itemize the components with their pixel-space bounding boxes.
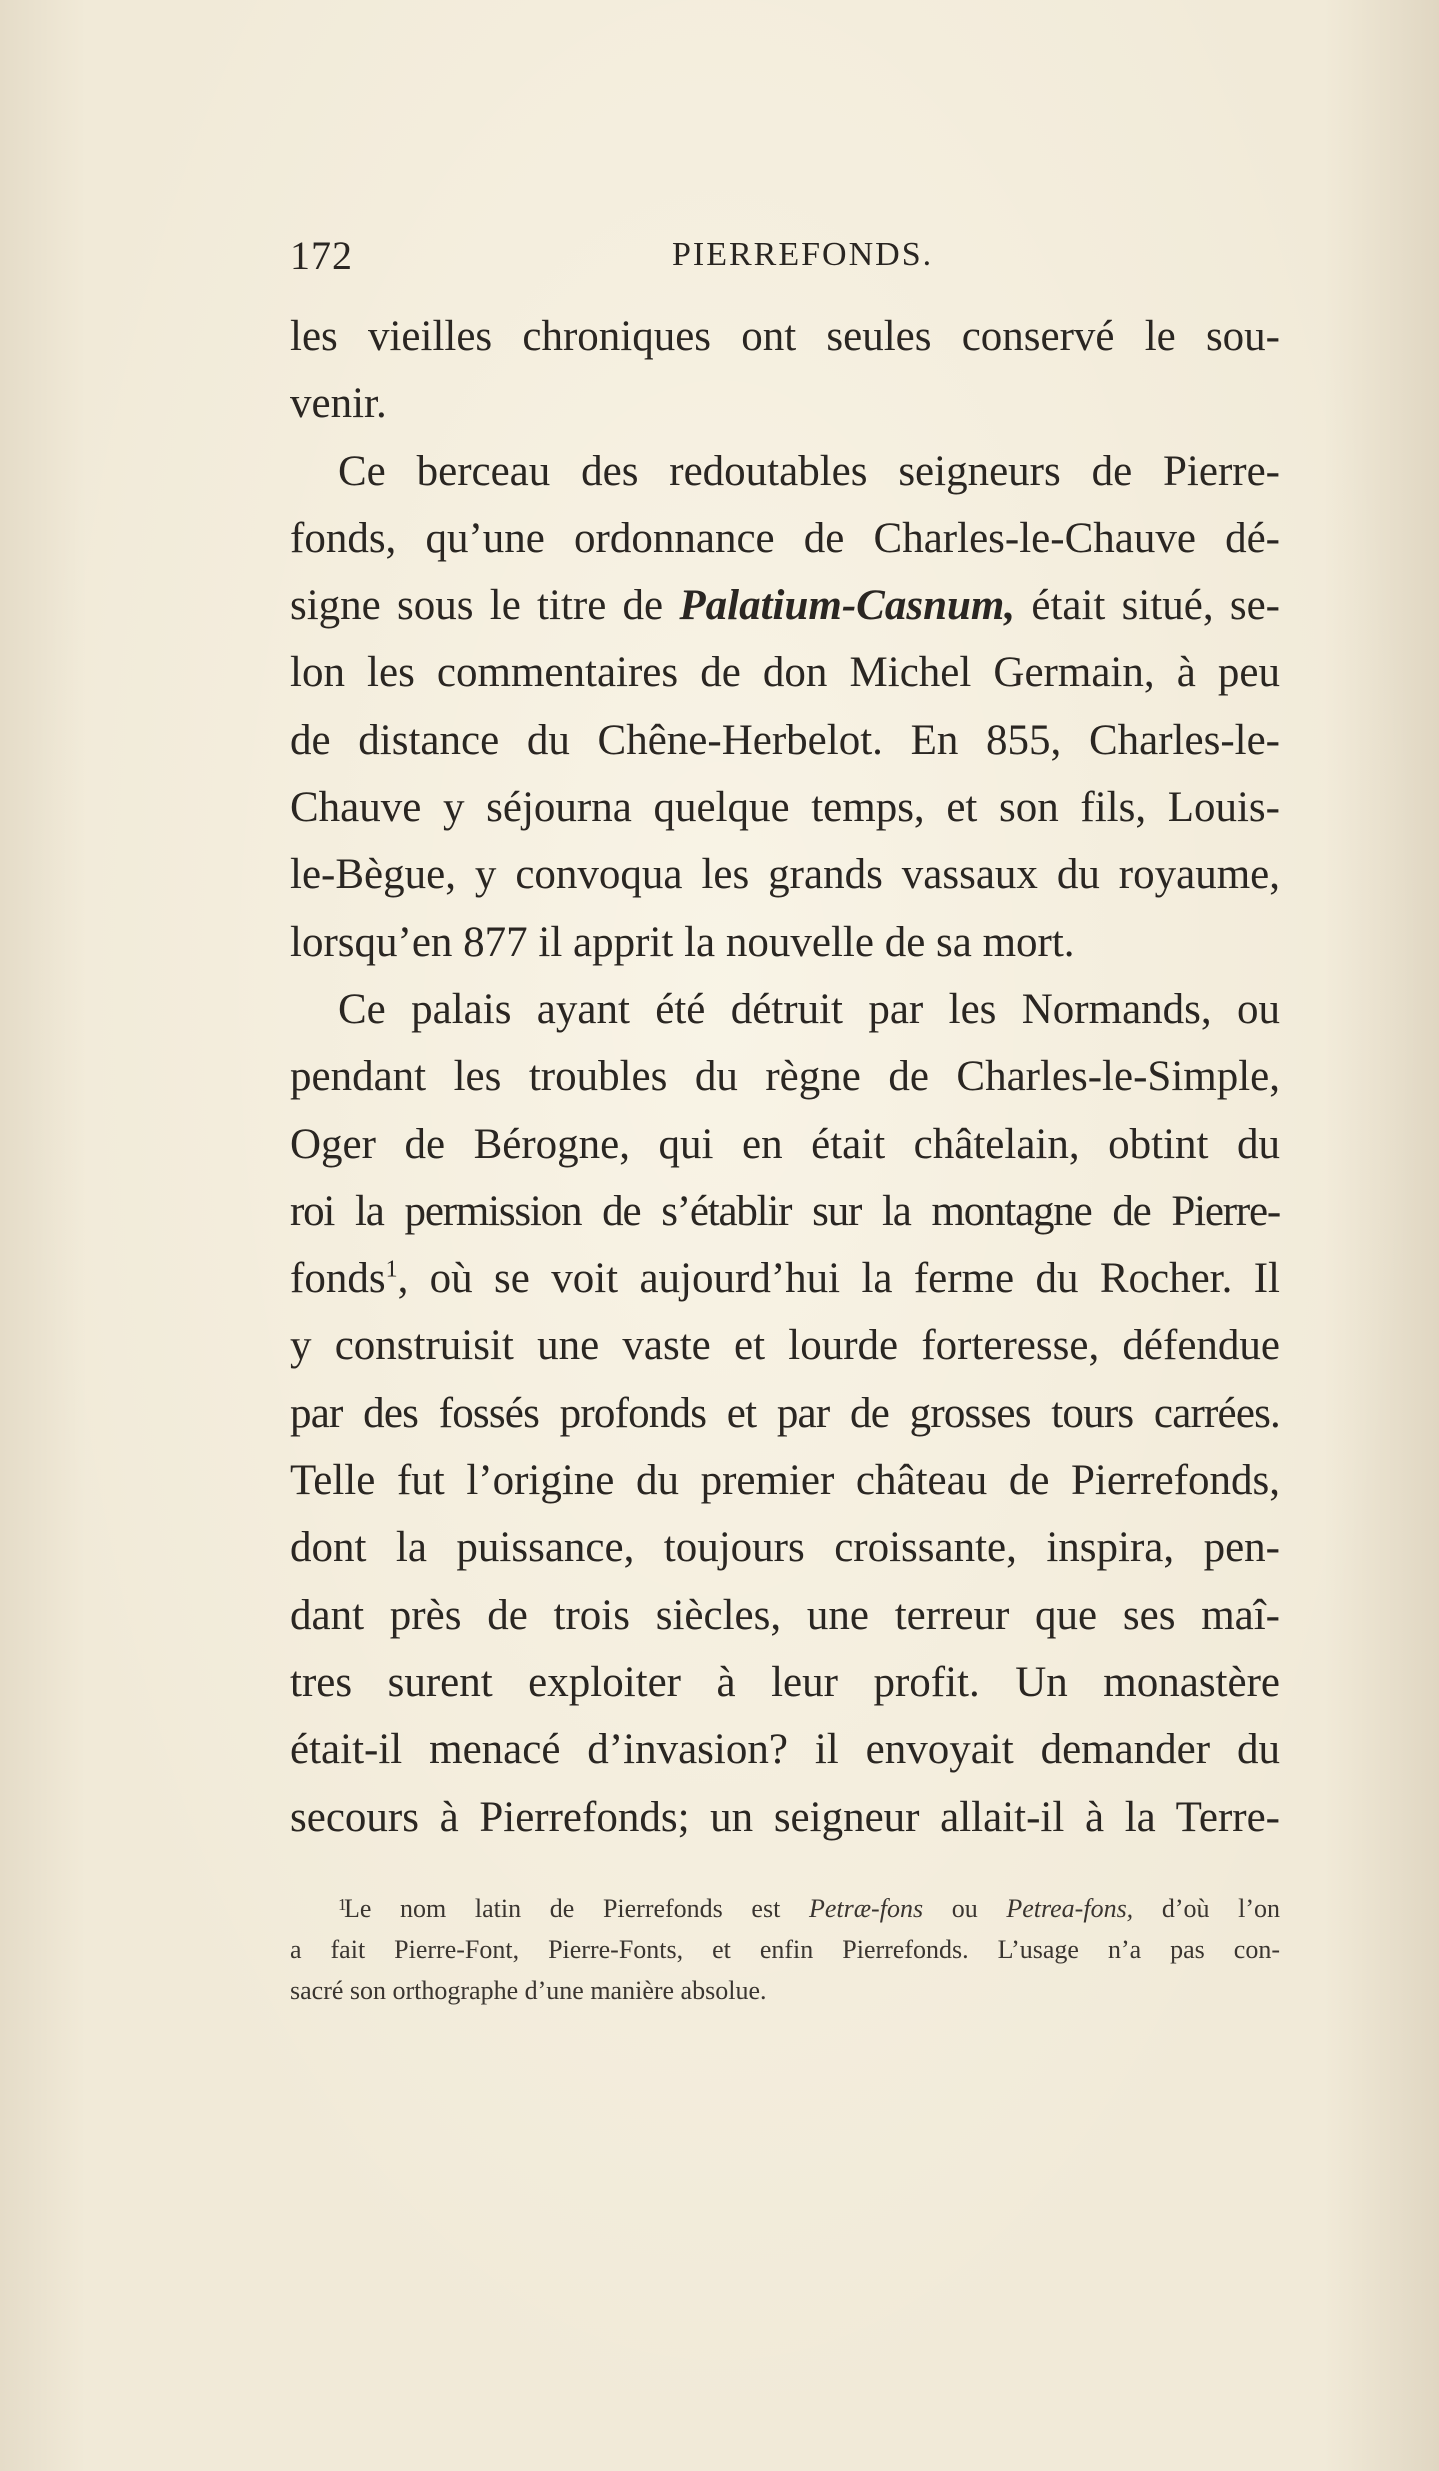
footnote-reference: 1 [385,1256,398,1283]
footnote-line [290,1888,1280,1929]
page-number: 172 [290,233,353,278]
body-line: secours à Pierrefonds; un seigneur allait-il à la Terre- [290,1793,1280,1841]
body-line: dont la puissance, toujours croissante, inspira, pen- [290,1524,1280,1572]
footnote-text-span: Le nom latin de Pierrefonds est [344,1894,809,1923]
body-line: les vieilles chroniques ont seules conservé le sou- [290,313,1280,360]
body-line: y construisit une vaste et lourde forteresse, défendue [290,1322,1280,1370]
body-line: dant près de trois siècles, une terreur que ses maî- [290,1591,1280,1639]
body-text [290,303,1280,1851]
running-head: PIERREFONDS. [672,236,934,273]
body-text-span: signe sous le titre de [290,582,680,630]
body-line: fonds, qu’une ordonnance de Charles-le-Chauve dé- [290,514,1280,562]
footnote-latin: Petræ-fons [808,1894,924,1923]
body-text-span: fonds [290,1255,386,1303]
body-line [290,572,1280,639]
body-text-span: , où se voit aujourd’hui la ferme du Rocher. Il [397,1255,1280,1303]
footnote-marker: 1 [338,1895,347,1914]
body-line: par des fossés profonds et par de grosses tours carrées. [290,1389,1280,1437]
body-line: le-Bègue, y convoqua les grands vassaux du royaume, [290,851,1280,899]
body-line: lon les commentaires de don Michel Germain, à peu [290,649,1280,697]
page-header [290,232,1280,282]
footnote-text-span: ou [923,1894,1007,1923]
body-line: était-il menacé d’invasion? il envoyait demander du [290,1726,1280,1774]
body-line: lorsqu’en 877 il apprit la nouvelle de sa mort. [290,918,1075,966]
body-line: venir. [290,380,387,428]
body-line: Ce berceau des redoutables seigneurs de Pierre- [338,447,1280,495]
body-line: tres surent exploiter à leur profit. Un monastère [290,1658,1280,1706]
body-line: roi la permission de s’établir sur la montagne de Pierre- [290,1187,1280,1235]
footnote [290,1888,1280,2011]
body-line: de distance du Chêne-Herbelot. En 855, Charles-le- [290,716,1280,764]
body-line: Chauve y séjourna quelque temps, et son fils, Louis- [290,784,1280,832]
footnote-latin: Petrea-fons, [1006,1894,1134,1923]
body-line: Ce palais ayant été détruit par les Normands, ou [338,985,1280,1033]
footnote-line: a fait Pierre-Font, Pierre-Fonts, et enfin Pierrefonds. L’usage n’a pas con- [290,1935,1280,1964]
body-line [290,1245,1280,1312]
body-text-span: était situé, se- [1015,582,1280,630]
body-line: Oger de Bérogne, qui en était châtelain, obtint du [290,1120,1280,1168]
footnote-text-span: d’où l’on [1133,1894,1280,1923]
footnote-line: sacré son orthographe d’une manière absolue. [290,1976,767,2005]
body-line: Telle fut l’origine du premier château de Pierrefonds, [290,1457,1280,1505]
latin-name: Palatium-Casnum, [679,582,1016,630]
body-line: pendant les troubles du règne de Charles-le-Simple, [290,1053,1280,1101]
